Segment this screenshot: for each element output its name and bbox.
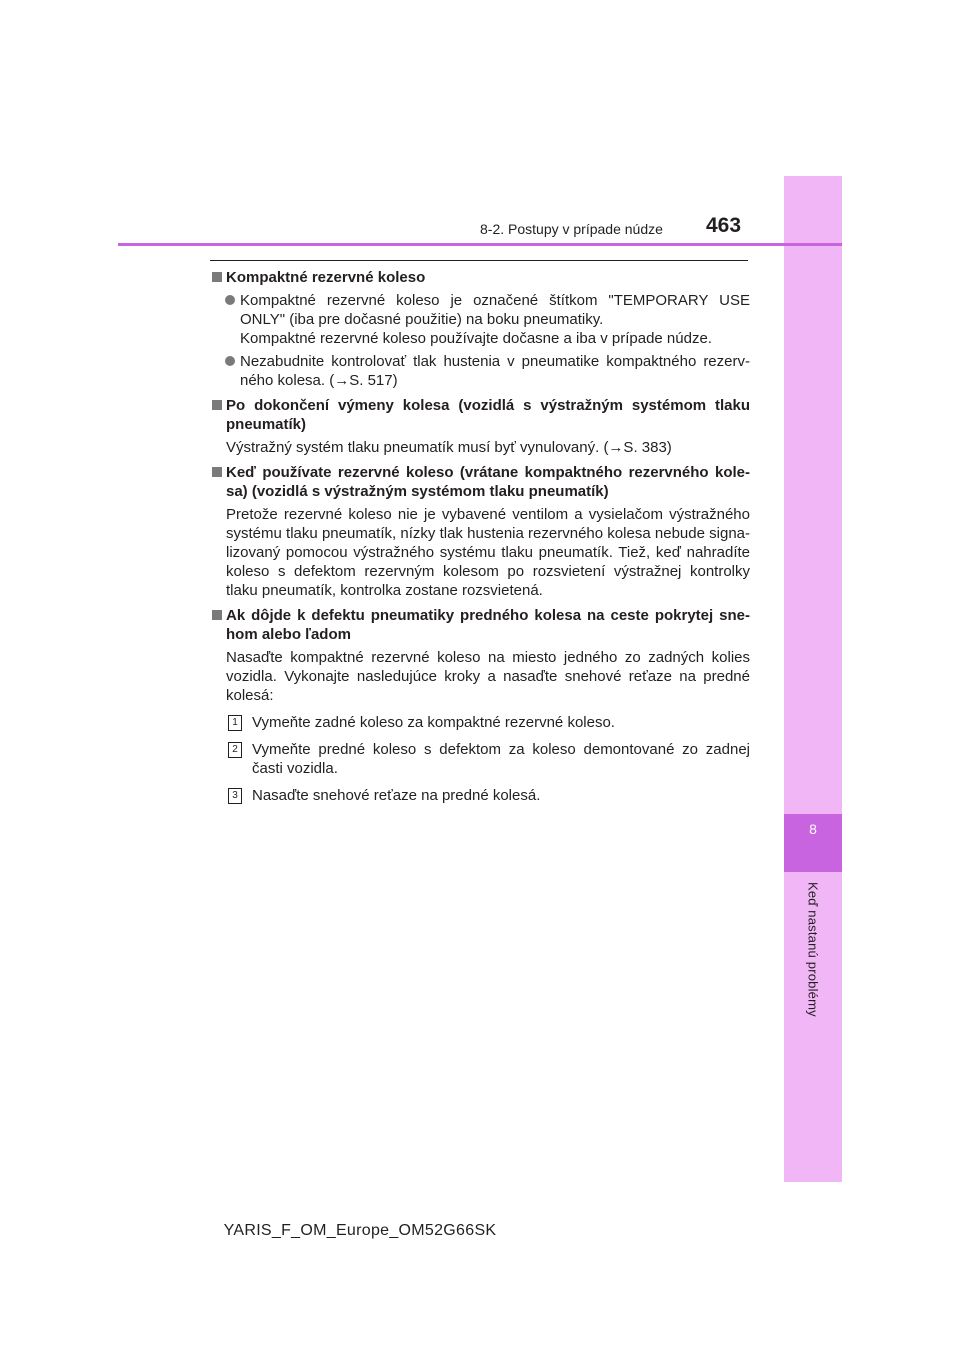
section-paragraph: Pretože rezervné koleso nie je vybavené ventilom a vysielačom výstražného systému tlaku pneumatík, nízky tlak hustenia rezervného kolesa nebude signa-lizovaný pomocou výstražného systému tlaku pneumatík. Tiež, keď nahradíte koleso s defektom rezervným kolesom po rozsvietení výstražnej kontrolky tlaku pneumatík, kontrolka zostane rozsvietená. <box>226 506 750 599</box>
section-heading: Ak dôjde k defektu pneumatiky predného kolesa na ceste pokrytej sne-hom alebo ľadom <box>210 606 750 644</box>
chapter-side-tab <box>784 176 842 1182</box>
bullet-text: Nezabudnite kontrolovať tlak hustenia v pneumatike kompaktného rezerv-ného kolesa. (→S. 517) <box>240 353 750 389</box>
section-heading: Kompaktné rezervné koleso <box>210 268 750 287</box>
step-text: Nasaďte snehové reťaze na predné kolesá. <box>252 787 541 804</box>
bullet-text: Kompaktné rezervné koleso je označené štítkom "TEMPORARY USE ONLY" (iba pre dočasné použitie) na boku pneumatiky. <box>240 292 750 328</box>
section-paragraph: Výstražný systém tlaku pneumatík musí byť vynulovaný. (→S. 383) <box>226 439 672 456</box>
circle-bullet-icon <box>225 295 235 305</box>
document-footer: YARIS_F_OM_Europe_OM52G66SK <box>223 1222 497 1239</box>
bullet-item <box>210 352 750 390</box>
circle-bullet-icon <box>225 356 235 366</box>
square-bullet-icon <box>212 400 222 410</box>
step-number: 1 <box>228 715 242 731</box>
square-bullet-icon <box>212 610 222 620</box>
square-bullet-icon <box>212 467 222 477</box>
header-divider <box>118 243 842 246</box>
section-heading: Po dokončení výmeny kolesa (vozidlá s výstražným systémom tlaku pneumatík) <box>210 396 750 434</box>
page-content <box>210 266 750 805</box>
square-bullet-icon <box>212 272 222 282</box>
step-number: 3 <box>228 788 242 804</box>
step-number: 2 <box>228 742 242 758</box>
step-text: Vymeňte predné koleso s defektom za koleso demontované zo zadnej časti vozidla. <box>252 741 750 777</box>
bullet-text-extra: Kompaktné rezervné koleso používajte dočasne a iba v prípade núdze. <box>240 330 712 347</box>
chapter-title: Keď nastanú problémy <box>805 882 821 1017</box>
step-item <box>210 786 750 805</box>
page-number: 463 <box>706 214 742 237</box>
step-item <box>210 713 750 732</box>
chapter-number: 8 <box>809 821 817 837</box>
section-heading: Keď používate rezervné koleso (vrátane kompaktného rezervného kole-sa) (vozidlá s výstražným systémom tlaku pneumatík) <box>210 463 750 501</box>
content-top-rule <box>210 260 748 261</box>
chapter-title-container <box>784 882 842 1082</box>
bullet-item <box>210 291 750 348</box>
step-item <box>210 740 750 778</box>
step-text: Vymeňte zadné koleso za kompaktné rezervné koleso. <box>252 714 615 731</box>
section-paragraph: Nasaďte kompaktné rezervné koleso na miesto jedného zo zadných kolies vozidla. Vykonajte nasledujúce kroky a nasaďte snehové reťaze na predné kolesá: <box>226 649 750 704</box>
section-title: 8-2. Postupy v prípade núdze <box>480 221 663 237</box>
